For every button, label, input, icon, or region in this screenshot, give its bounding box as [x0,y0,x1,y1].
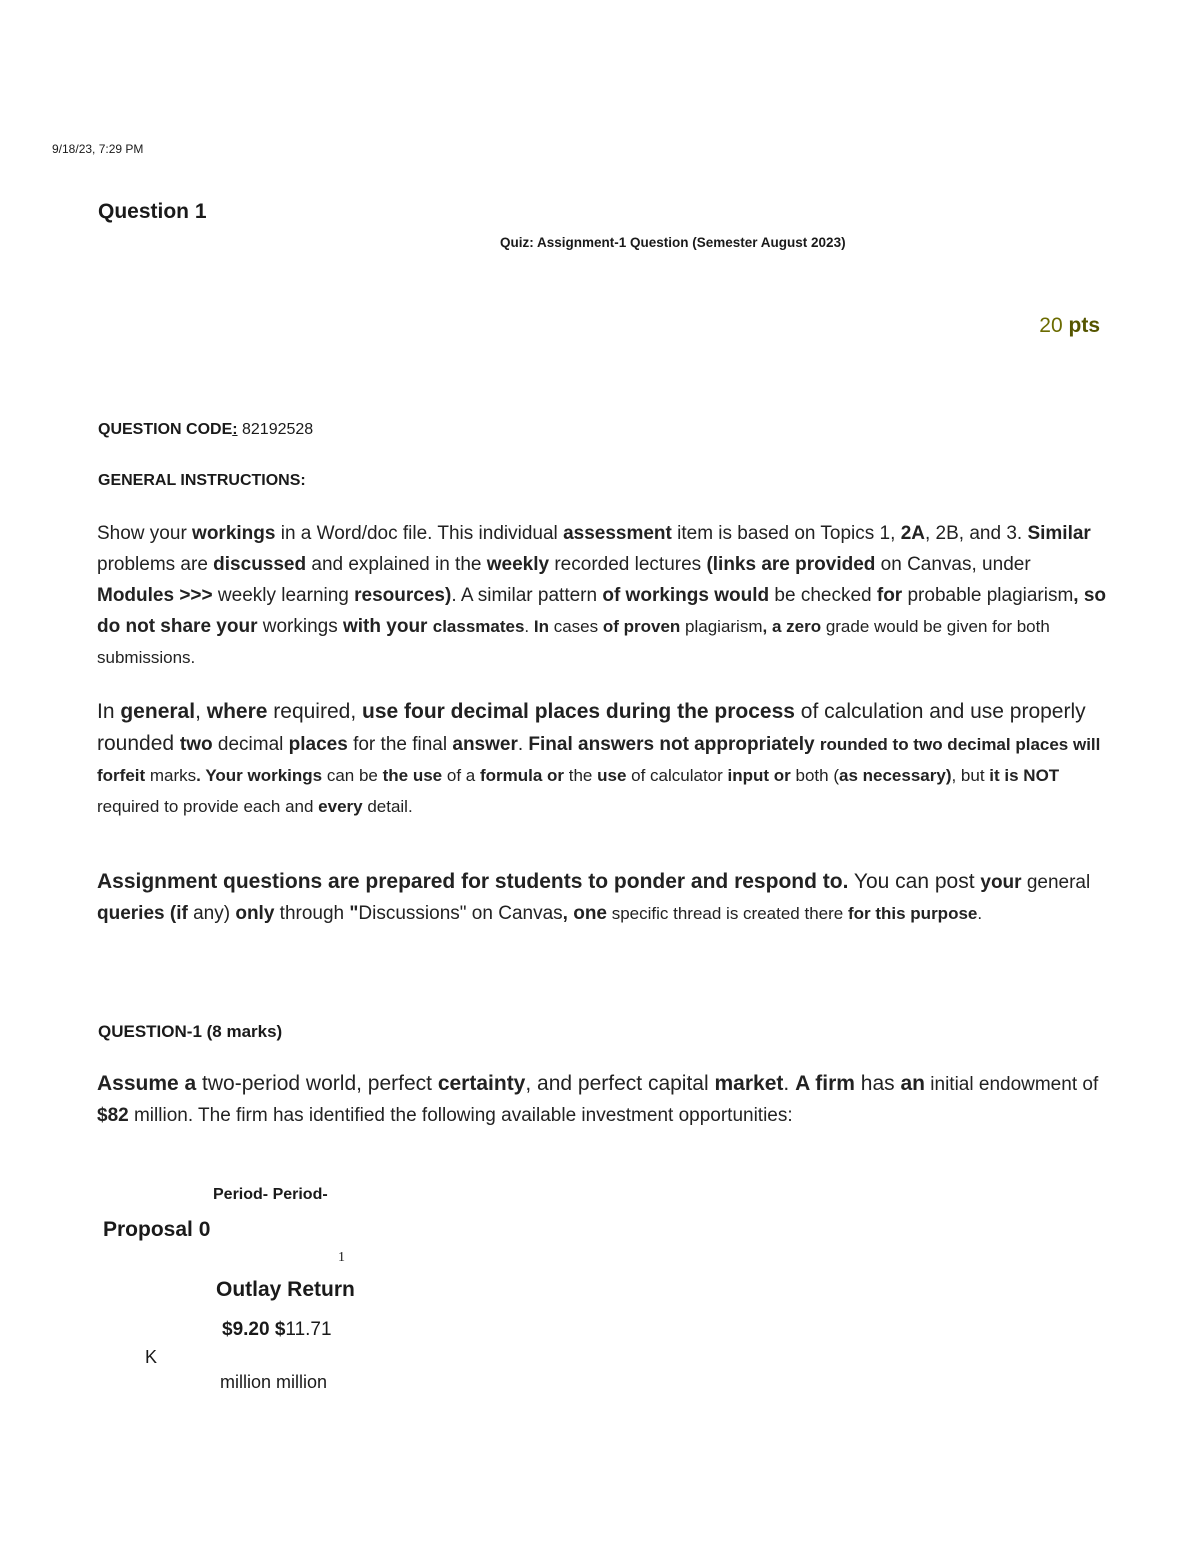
table-units: million million [220,1372,328,1392]
table-row-values: $9.20 $11.71 [222,1319,332,1340]
question-1-body: Assume a two-period world, perfect certainty, and perfect capital market. A firm has an initial endowment of $82 million. The firm has identified the following available investment opportunities: [97,1072,1099,1126]
table-outlay-return-header: Outlay Return [216,1278,355,1301]
table-proposal-label: Proposal 0 [103,1218,211,1241]
instructions-paragraph-3: Assignment questions are prepared for students to ponder and respond to. You can post your general queries (if any) only through "Discussions" on Canvas, one specific thread is created there for this purpose. [97,870,1091,924]
outlay-value: $9.20 [222,1319,270,1340]
points-display [1039,314,1100,338]
question-title: Question 1 [98,200,207,223]
table-period-header: Period- Period- [213,1186,328,1203]
general-instructions-heading: GENERAL INSTRUCTIONS: [98,472,306,489]
question-code-label: QUESTION CODE [98,421,233,438]
table-row-label: K [145,1347,158,1367]
instructions-paragraph-2: In general, where required, use four decimal places during the process of calculation and use properly rounded two decimal places for the final answer. Final answers not appropriately rounded to two decimal places will forfeit marks. Your workings can be the use of a formula or the use of calculator input or both (as necessary), but it is NOT required to provide each and every detail. [97,700,1101,816]
return-value: 11.71 [285,1319,332,1340]
table-period-one: 1 [338,1250,345,1265]
instructions-paragraph-1: Show your workings in a Word/doc file. This individual assessment item is based on Topics 1, 2A, 2B, and 3. Similar problems are discussed and explained in the weekly recorded lectures (links are provided on Canvas, under Modules >>> weekly learning resources). A similar pattern of workings would be checked for probable plagiarism, so do not share your workings with your classmates. In cases of proven plagiarism, a zero grade would be given for both submissions. [97,523,1107,667]
question-1-heading: QUESTION-1 (8 marks) [98,1022,283,1041]
quiz-title: Quiz: Assignment-1 Question (Semester August 2023) [500,235,846,250]
question-code-value: 82192528 [237,421,314,438]
print-timestamp: 9/18/23, 7:29 PM [52,142,144,156]
question-code-colon: : [232,421,238,438]
points-value: 20 [1039,314,1063,337]
question-code [98,421,313,439]
points-label: pts [1068,314,1100,337]
